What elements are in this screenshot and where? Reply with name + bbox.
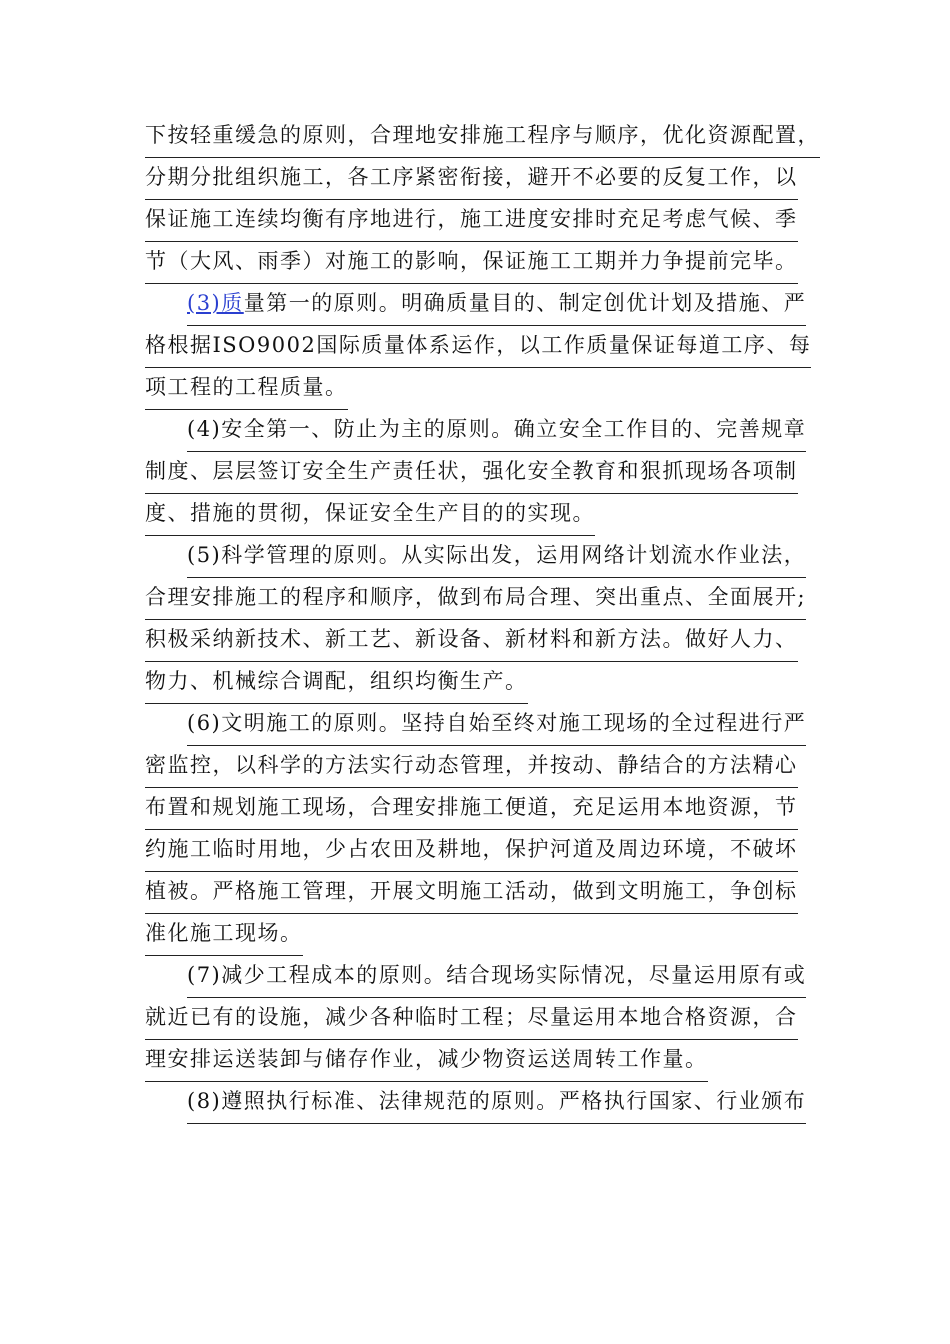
paragraph — [145, 1081, 835, 1123]
line-text: 物力、机械综合调配，组织均衡生产。 — [145, 661, 528, 704]
line-text: 下按轻重缓急的原则，合理地安排施工程序与顺序，优化资源配置， — [145, 115, 820, 158]
line-text: 积极采纳新技术、新工艺、新设备、新材料和新方法。做好人力、 — [145, 619, 798, 662]
line-text: 制度、层层签订安全生产责任状，强化安全教育和狠抓现场各项制 — [145, 451, 798, 494]
text-line — [145, 913, 835, 955]
line-text: 理安排运送装卸与储存作业，减少物资运送周转工作量。 — [145, 1039, 708, 1082]
line-text: 保证施工连续均衡有序地进行，施工进度安排时充足考虑气候、季 — [145, 199, 798, 242]
text-line — [145, 367, 835, 409]
paragraph — [145, 535, 835, 703]
text-line — [145, 199, 835, 241]
text-line — [145, 745, 835, 787]
text-line — [145, 241, 835, 283]
line-text: 分期分批组织施工，各工序紧密衔接，避开不必要的反复工作，以 — [145, 157, 798, 200]
line-text: (6)文明施工的原则。坚持自始至终对施工现场的全过程进行严 — [187, 703, 806, 746]
line-text: 项工程的工程质量。 — [145, 367, 348, 410]
line-text: (5)科学管理的原则。从实际出发，运用网络计划流水作业法， — [187, 535, 806, 578]
text-line — [145, 535, 835, 577]
line-text: 合理安排施工的程序和顺序，做到布局合理、突出重点、全面展开; — [145, 577, 806, 620]
line-text: (4)安全第一、防止为主的原则。确立安全工作目的、完善规章 — [187, 409, 806, 452]
paragraph — [145, 409, 835, 535]
line-text: 节（大风、雨季）对施工的影响，保证施工工期并力争提前完毕。 — [145, 241, 798, 284]
line-text: 准化施工现场。 — [145, 913, 303, 956]
text-line — [145, 871, 835, 913]
text-line — [145, 409, 835, 451]
text-line — [145, 1081, 835, 1123]
text-line — [145, 493, 835, 535]
text-line — [145, 283, 835, 325]
paragraph — [145, 115, 835, 283]
line-text: 植被。严格施工管理，开展文明施工活动，做到文明施工，争创标 — [145, 871, 798, 914]
line-text: 布置和规划施工现场，合理安排施工便道，充足运用本地资源，节 — [145, 787, 798, 830]
text-line — [145, 661, 835, 703]
line-text: 密监控，以科学的方法实行动态管理，并按动、静结合的方法精心 — [145, 745, 798, 788]
line-text: 约施工临时用地，少占农田及耕地，保护河道及周边环境，不破坏 — [145, 829, 798, 872]
line-text — [187, 283, 806, 326]
document-body — [145, 115, 835, 1123]
paragraph — [145, 955, 835, 1081]
text-line — [145, 1039, 835, 1081]
paragraph — [145, 703, 835, 955]
text-line — [145, 955, 835, 997]
paragraph — [145, 283, 835, 409]
text-line — [145, 619, 835, 661]
text-line — [145, 325, 835, 367]
line-text: (8)遵照执行标准、法律规范的原则。严格执行国家、行业颁布 — [187, 1081, 806, 1124]
text-line — [145, 829, 835, 871]
line-text-rest: 量第一的原则。明确质量目的、制定创优计划及措施、严 — [243, 291, 807, 315]
text-line — [145, 115, 835, 157]
text-line — [145, 451, 835, 493]
text-line — [145, 703, 835, 745]
text-line — [145, 787, 835, 829]
line-text: 就近已有的设施，减少各种临时工程；尽量运用本地合格资源，合 — [145, 997, 798, 1040]
text-line — [145, 997, 835, 1039]
text-line — [145, 157, 835, 199]
text-line — [145, 577, 835, 619]
line-text: (7)减少工程成本的原则。结合现场实际情况，尽量运用原有或 — [187, 955, 806, 998]
line-text: 格根据ISO9002国际质量体系运作，以工作质量保证每道工序、每 — [145, 325, 811, 368]
hyperlink-text[interactable]: (3)质 — [187, 291, 244, 315]
line-text: 度、措施的贯彻，保证安全生产目的的实现。 — [145, 493, 595, 536]
